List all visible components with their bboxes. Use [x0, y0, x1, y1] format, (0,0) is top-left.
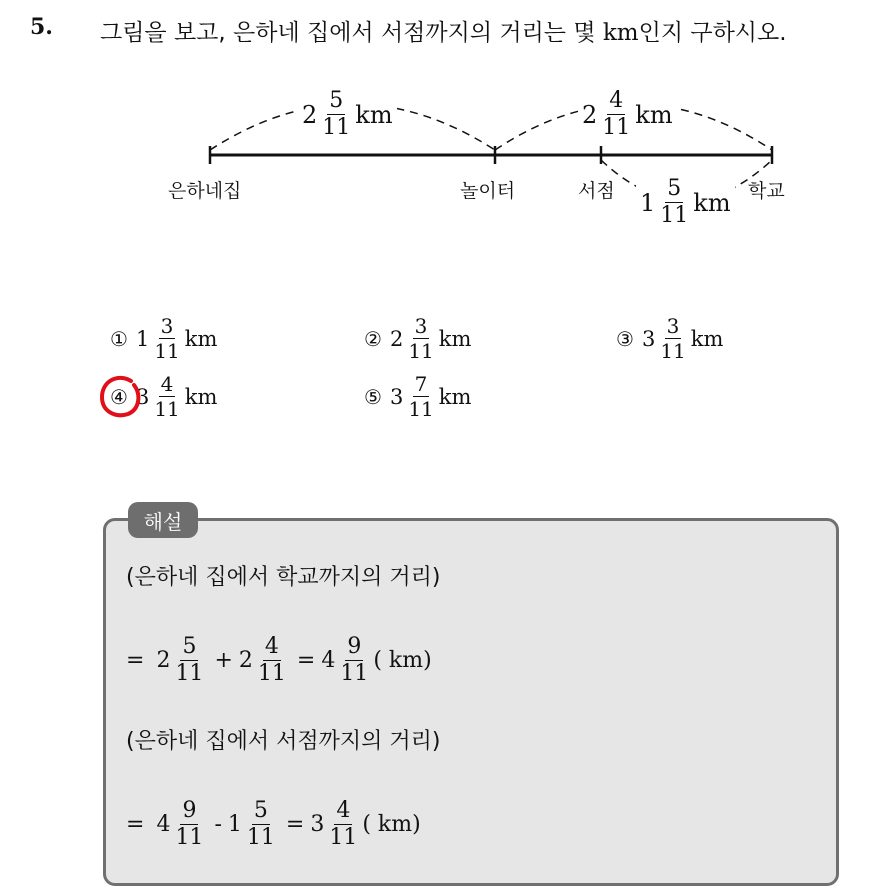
solution-equation-1: = 2 $\frac{5}{11}$ + 2 $\frac{4}{11}$ = 4 $\frac{9}{11}$ ( km): [126, 634, 432, 686]
label-bookstore: 서점: [578, 180, 615, 202]
label-school: 학교: [748, 180, 785, 202]
question-text-end: 인지 구하시오.: [638, 20, 787, 46]
option-2[interactable]: ② 2 $\frac{3}{11}$ km: [364, 314, 472, 363]
selected-answer-circle-mark: [96, 372, 146, 422]
seg-bookstore-school-label: 1 $\frac{5}{11}$ km: [636, 178, 735, 227]
solution-line-2: (은하네 집에서 서점까지의 거리): [126, 729, 441, 754]
seg-home-playground-label: 2 $\frac{5}{11}$ km: [298, 90, 397, 139]
solution-equation-2: = 4 $\frac{9}{11}$ - 1 $\frac{5}{11}$ = 3 $\frac{4}{11}$ ( km): [126, 798, 421, 850]
option-1[interactable]: ① 1 $\frac{3}{11}$ km: [110, 314, 218, 363]
option-5[interactable]: ⑤ 3 $\frac{7}{11}$ km: [364, 372, 472, 421]
label-home: 은하네집: [168, 180, 242, 202]
label-playground: 놀이터: [460, 180, 516, 202]
option-4[interactable]: ④ 3 $\frac{4}{11}$ km: [110, 372, 218, 421]
question-number: 5.: [30, 14, 53, 40]
distance-diagram: [0, 0, 884, 300]
seg-playground-school-label: 2 $\frac{4}{11}$ km: [578, 90, 677, 139]
solution-line-1: (은하네 집에서 학교까지의 거리): [126, 565, 441, 590]
question-text-main: 그림을 보고, 은하네 집에서 서점까지의 거리는 몇: [100, 20, 596, 46]
solution-tag: 해설: [128, 502, 198, 538]
question-unit: km: [602, 20, 639, 46]
option-3[interactable]: ③ 3 $\frac{3}{11}$ km: [616, 314, 724, 363]
